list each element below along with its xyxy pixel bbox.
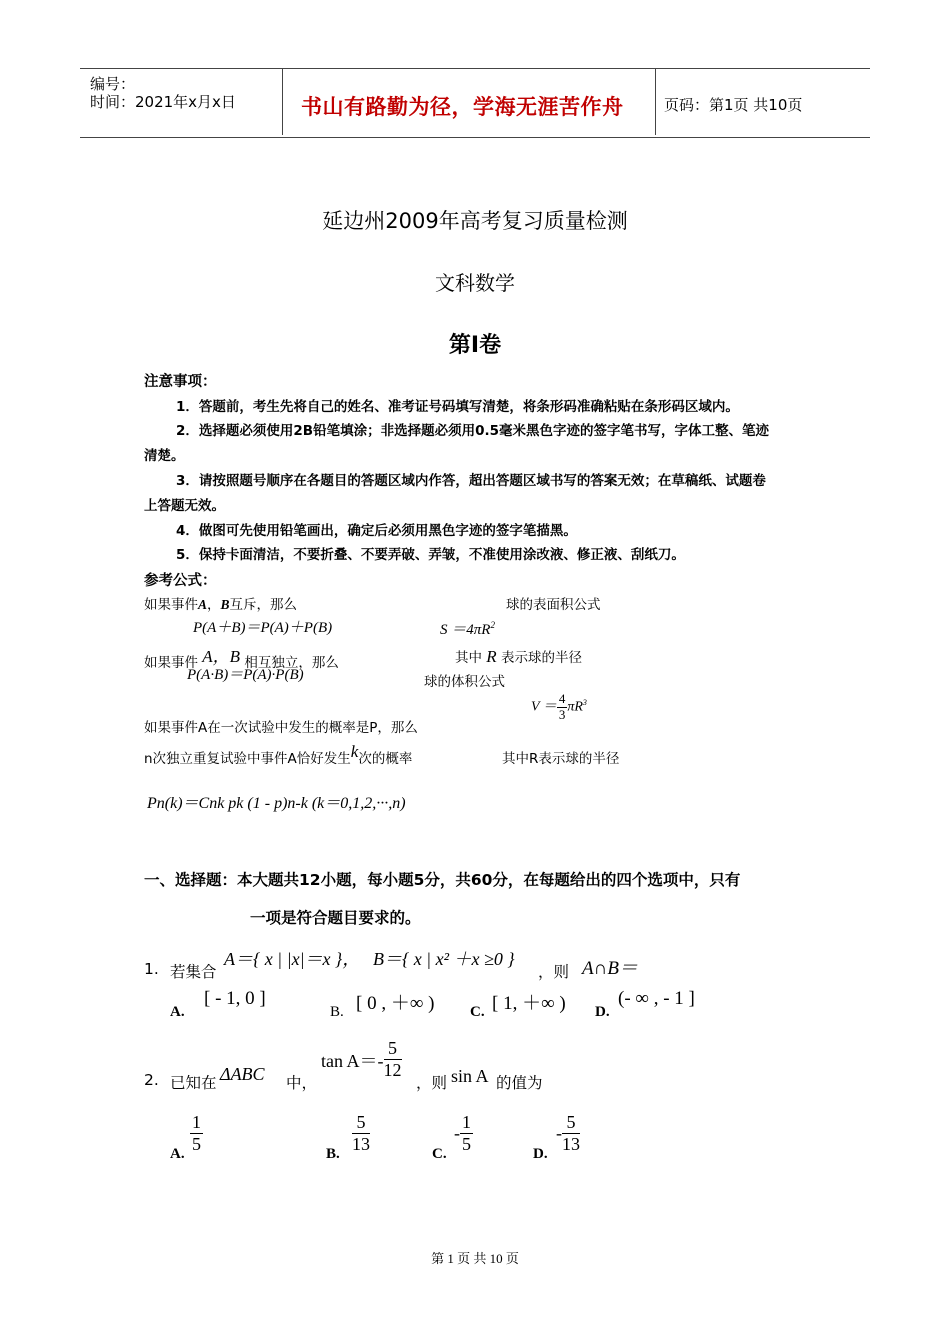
option-value xyxy=(556,1112,580,1154)
fraction-numerator: 5 xyxy=(352,1112,370,1134)
k-symbol: k xyxy=(350,742,359,761)
volume-heading: 第Ⅰ卷 xyxy=(448,333,502,358)
exam-title: 延边州2009年高考复习质量检测 xyxy=(322,209,628,233)
question-stem-suffix: 的值为 xyxy=(496,1074,543,1092)
fraction-denominator: 13 xyxy=(562,1133,580,1154)
option-value: (- ∞ , - 1 ] xyxy=(618,988,695,1009)
binomial-line xyxy=(144,742,413,768)
option-label: A. xyxy=(170,1146,185,1162)
radius-note-2: 其中R表示球的半径 xyxy=(502,751,620,767)
fraction-denominator: 3 xyxy=(558,706,566,722)
sphere-area-label: 球的表面积公式 xyxy=(506,597,601,613)
page-info: 页码：第1页 共10页 xyxy=(664,96,803,114)
note-item: 清楚。 xyxy=(144,448,185,464)
event-a: A xyxy=(198,597,208,612)
option-label: A. xyxy=(170,1004,185,1020)
indep-events: A，B xyxy=(202,647,241,666)
note-item: 4．做图可先使用铅笔画出，确定后必须用黑色字迹的签字笔描黑。 xyxy=(176,523,577,539)
question-stem-mid: ，则 xyxy=(538,963,570,981)
radius-note xyxy=(455,646,582,667)
binomial-prefix: n次独立重复试验中事件A恰好发生 xyxy=(144,751,351,767)
sphere-area-expr: S ＝4πR xyxy=(440,622,491,638)
fraction-denominator: 5 xyxy=(462,1133,471,1154)
mutex-statement xyxy=(144,593,297,613)
option-value: [ 0 , ＋∞ ) xyxy=(356,993,435,1014)
fraction-denominator: 12 xyxy=(383,1059,402,1080)
radius-note-prefix: 其中 xyxy=(455,650,482,666)
question-stem-then: ，则 xyxy=(416,1074,448,1092)
note-item: 2．选择题必须使用2B铅笔填涂；非选择题必须用0.5毫米黑色字迹的签字笔书写，字体工整、笔迹 xyxy=(176,423,769,439)
question-stem-mid: 中， xyxy=(286,1074,318,1092)
option-sign: - xyxy=(454,1123,460,1144)
section-heading-cont: 一项是符合题目要求的。 xyxy=(250,909,421,927)
time-label: 时间：2021年x月x日 xyxy=(90,93,236,111)
sphere-volume-rhs: πR xyxy=(567,699,583,715)
question-stem-prefix: 若集合 xyxy=(170,963,217,981)
option-value: [ - 1, 0 ] xyxy=(204,988,266,1009)
option-value xyxy=(190,1112,203,1154)
fraction-numerator: 5 xyxy=(562,1112,580,1134)
radius-note-suffix: 表示球的半径 xyxy=(500,650,582,666)
motto: 书山有路勤为径，学海无涯苦作舟 xyxy=(301,95,624,119)
note-item: 3．请按照题号顺序在各题目的答题区域内作答，超出答题区域书写的答案无效；在草稿纸、试题卷 xyxy=(176,473,766,489)
exam-subtitle: 文科数学 xyxy=(435,271,515,295)
mutex-formula: P(A＋B)＝P(A)＋P(B) xyxy=(193,620,333,636)
option-fraction xyxy=(190,1112,203,1154)
option-value: [ 1, ＋∞ ) xyxy=(492,993,566,1014)
sphere-volume-label: 球的体积公式 xyxy=(424,674,505,690)
fraction-numerator: 1 xyxy=(192,1112,201,1132)
fraction-numerator: 5 xyxy=(384,1038,402,1060)
option-value xyxy=(454,1112,473,1154)
event-b: B xyxy=(220,597,230,612)
notes-heading: 注意事项： xyxy=(144,374,217,390)
fraction-denominator: 13 xyxy=(352,1133,370,1154)
indep-suffix: 相互独立，那么 xyxy=(244,655,339,671)
option-label: B. xyxy=(330,1004,344,1020)
fraction-numerator: 1 xyxy=(462,1112,471,1132)
option-label: C. xyxy=(432,1146,447,1162)
sphere-volume-fraction xyxy=(557,692,568,723)
binomial-formula: Pn(k)＝Cnk pk (1 - p)n-k (k＝0,1,2,···,n) xyxy=(147,795,406,812)
option-label: B. xyxy=(326,1146,340,1162)
note-item: 5．保持卡面清洁，不要折叠、不要弄破、弄皱，不准使用涂改液、修正液、刮纸刀。 xyxy=(176,547,685,563)
sphere-volume-exp: 3 xyxy=(582,698,587,707)
document-header xyxy=(80,68,870,138)
radius-symbol: R xyxy=(486,647,497,666)
section-heading: 一、选择题：本大题共12小题，每小题5分，共60分，在每题给出的四个选项中，只有 xyxy=(144,871,741,889)
note-item: 上答题无效。 xyxy=(144,498,225,514)
option-sign: - xyxy=(556,1123,562,1144)
binomial-suffix: 次的概率 xyxy=(358,751,413,767)
option-value xyxy=(352,1112,370,1154)
motto-cell xyxy=(282,69,656,135)
page-footer: 第 1 页 共 10 页 xyxy=(431,1251,519,1266)
sphere-volume-lhs: V ＝ xyxy=(531,699,557,715)
sphere-area-formula xyxy=(440,618,495,639)
indep-formula: P(A·B)＝P(A)·P(B) xyxy=(187,667,304,683)
formulas-heading: 参考公式： xyxy=(144,573,217,589)
tan-formula xyxy=(321,1038,402,1080)
option-label: D. xyxy=(533,1146,548,1162)
sphere-volume-formula xyxy=(531,692,587,723)
event-prob-line: 如果事件A在一次试验中发生的概率是P，那么 xyxy=(144,720,418,736)
tan-fraction xyxy=(384,1038,402,1080)
indep-prefix: 如果事件 xyxy=(144,655,198,671)
option-fraction xyxy=(352,1112,370,1154)
question-target: A∩B＝ xyxy=(582,958,638,979)
question-number: 1. xyxy=(144,960,159,978)
number-label: 编号： xyxy=(90,75,136,93)
question-stem-prefix: 已知在 xyxy=(170,1074,217,1092)
mutex-suffix: 互斥，那么 xyxy=(229,597,298,613)
option-fraction xyxy=(562,1112,580,1154)
option-label: D. xyxy=(595,1004,610,1020)
question-number: 2. xyxy=(144,1071,159,1089)
option-label: C. xyxy=(470,1004,485,1020)
fraction-numerator: 4 xyxy=(558,691,566,706)
option-fraction xyxy=(460,1112,473,1154)
set-b: B＝{ x | x² ＋x ≥0 } xyxy=(373,949,515,969)
note-item: 1．答题前，考生先将自己的姓名、准考证号码填写清楚，将条形码准确粘贴在条形码区域内。 xyxy=(176,399,739,415)
tan-lhs: tan A＝- xyxy=(321,1051,384,1072)
sphere-area-exp: 2 xyxy=(490,620,495,630)
fraction-denominator: 5 xyxy=(192,1133,201,1154)
triangle-abc: ΔABC xyxy=(220,1064,265,1084)
sin-a: sin A xyxy=(451,1066,489,1086)
mutex-prefix: 如果事件 xyxy=(144,597,198,613)
mutex-sep: ， xyxy=(207,597,221,613)
set-a: A＝{ x | |x|＝x }， xyxy=(224,949,361,969)
